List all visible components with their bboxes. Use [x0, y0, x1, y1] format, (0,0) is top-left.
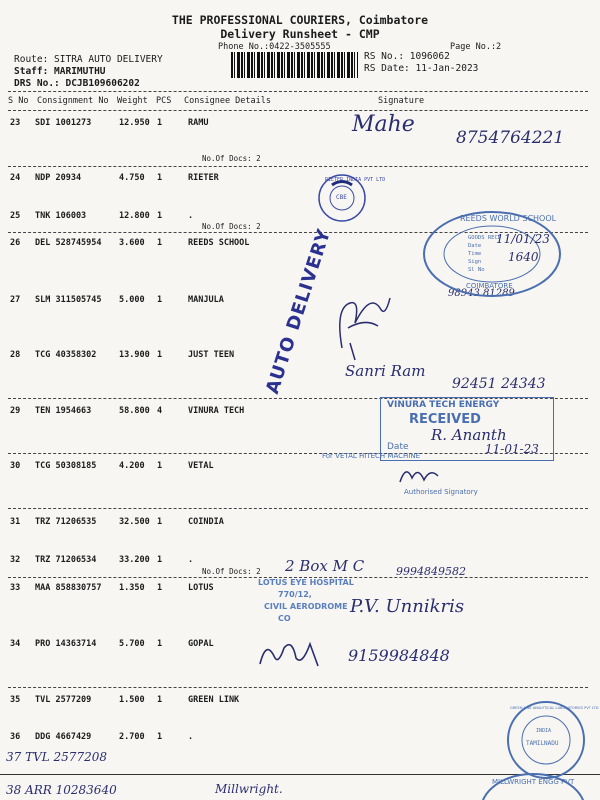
rows-9-sno: 32: [10, 555, 21, 565]
barcode: [231, 52, 358, 78]
rows-11-cons: PRO 14363714: [35, 639, 97, 649]
page-number: Page No.:2: [450, 42, 502, 52]
phone-ramu: 8754764221: [456, 128, 565, 148]
stamps-reeds_time: Time: [468, 251, 482, 257]
stamps-reeds_bottom: COIMBATORE: [466, 282, 513, 290]
rs-date: RS Date: 11-Jan-2023: [364, 63, 479, 74]
rows-2-wt: 12.800: [119, 211, 150, 221]
handwriting-r26_time: 1640: [508, 250, 539, 264]
greenline-stamp: [506, 700, 599, 780]
rows-4-pcs: 1: [157, 295, 163, 305]
rows-12-wt: 1.500: [119, 695, 145, 705]
divider: [8, 687, 588, 688]
rows-9-name: .: [188, 555, 194, 565]
rows-13-wt: 2.700: [119, 732, 145, 742]
rows-9-wt: 33.200: [119, 555, 150, 565]
stamps-green_ring: GREEN LINE ANALYTICAL LABORATORIES PVT LTD: [510, 706, 599, 710]
col-signature: Signature: [378, 96, 425, 106]
rows-13-cons: DDG 4667429: [35, 732, 92, 742]
rows-8-name: COINDIA: [188, 517, 224, 527]
rows-10-name: LOTUS: [188, 583, 214, 593]
rows-3-name: REEDS SCHOOL: [188, 238, 250, 248]
table-row: [0, 517, 600, 531]
signature-gopal: [256, 636, 326, 676]
rows-11-name: GOPAL: [188, 639, 214, 649]
rows-6-wt: 58.800: [119, 406, 150, 416]
rows-8-pcs: 1: [157, 517, 163, 527]
millwright-stamp: [478, 770, 588, 800]
rows-0-pcs: 1: [157, 118, 163, 128]
rows-0-sno: 23: [10, 118, 21, 128]
table-header: [0, 96, 600, 110]
rows-10-cons: MAA 858830757: [35, 583, 102, 593]
rows-13-pcs: 1: [157, 732, 163, 742]
rows-2-sno: 25: [10, 211, 21, 221]
stamps-reeds_ring: REEDS WORLD SCHOOL: [460, 214, 557, 223]
stamps-reeds_sign: Sign: [468, 259, 482, 265]
note-millwright: Millwright.: [215, 782, 283, 796]
signature-just-teen: Sanri Ram: [345, 362, 426, 380]
sheet-title: Delivery Runsheet - CMP: [220, 27, 380, 41]
docs-count: No.Of Docs: 2: [202, 567, 261, 576]
stamps-rieter_ring: RIETER INDIA PVT LTD: [325, 177, 386, 183]
rows-0-name: RAMU: [188, 118, 209, 128]
col-pcs: PCS: [156, 96, 172, 106]
rows-8-sno: 31: [10, 517, 21, 527]
rows-2-cons: TNK 106003: [35, 211, 87, 221]
phone-gopal: 9159984848: [348, 646, 450, 665]
rows-4-name: MANJULA: [188, 295, 224, 305]
signature-lotus: P.V. Unnikris: [350, 596, 465, 617]
rows-13-name: .: [188, 732, 194, 742]
rows-1-name: RIETER: [188, 173, 219, 183]
rows-7-wt: 4.200: [119, 461, 145, 471]
rows-8-cons: TRZ 71206535: [35, 517, 97, 527]
rows-13-sno: 36: [10, 732, 21, 742]
col-consignee: Consignee Details: [184, 96, 271, 106]
stamps-lotus_line3: CIVIL AERODROME: [264, 602, 348, 611]
rows-1-cons: NDP 20934: [35, 173, 82, 183]
rows-3-cons: DEL 528745954: [35, 238, 102, 248]
stamps-lotus_line1: LOTUS EYE HOSPITAL: [258, 578, 354, 587]
route: Route: SITRA AUTO DELIVERY: [14, 54, 163, 65]
staff: Staff: MARIMUTHU: [14, 66, 106, 77]
stamps-millwright_stamp: MILLWRIGHT ENGG PVT: [492, 778, 575, 786]
rows-2-pcs: 1: [157, 211, 163, 221]
signature-vetal: [398, 462, 440, 490]
rows-11-wt: 5.700: [119, 639, 145, 649]
table-row: [0, 461, 600, 475]
rows-7-sno: 30: [10, 461, 21, 471]
rows-3-pcs: 1: [157, 238, 163, 248]
rows-5-cons: TCG 40358302: [35, 350, 97, 360]
auto-delivery-stamp: AUTO DELIVERY: [262, 226, 336, 397]
rows-7-pcs: 1: [157, 461, 163, 471]
rows-5-name: JUST TEEN: [188, 350, 235, 360]
divider: [8, 508, 588, 509]
reeds-stamp: [422, 210, 562, 298]
stamps-rieter_center: CBE: [336, 194, 347, 201]
note-38: 38 ARR 10283640: [6, 783, 117, 797]
phone-just-teen: 92451 24343: [452, 376, 546, 392]
rows-6-pcs: 4: [157, 406, 163, 416]
stamps-vinura_date: Date: [387, 442, 409, 452]
rows-10-wt: 1.350: [119, 583, 145, 593]
rows-6-sno: 29: [10, 406, 21, 416]
docs-count: No.Of Docs: 2: [202, 222, 261, 231]
rows-4-wt: 5.000: [119, 295, 145, 305]
rows-9-pcs: 1: [157, 555, 163, 565]
rows-12-sno: 35: [10, 695, 21, 705]
rows-1-sno: 24: [10, 173, 21, 183]
col-consignment: Consignment No: [37, 96, 109, 106]
phone-number: Phone No.:0422-3505555: [218, 42, 331, 52]
stamps-vinura_date_value: 11-01-23: [485, 442, 539, 456]
docs-count: No.Of Docs: 2: [202, 154, 261, 163]
rows-10-sno: 33: [10, 583, 21, 593]
rows-7-name: VETAL: [188, 461, 214, 471]
rows-12-pcs: 1: [157, 695, 163, 705]
rows-4-sno: 27: [10, 295, 21, 305]
rows-7-cons: TCG 50308185: [35, 461, 97, 471]
stamps-vinura_received: RECEIVED: [409, 412, 481, 427]
phone-coindia: 9994849582: [396, 565, 466, 578]
rows-11-pcs: 1: [157, 639, 163, 649]
rows-8-wt: 32.500: [119, 517, 150, 527]
vetal-stamp: For VETAL HITECH MACHINE: [322, 452, 421, 460]
rows-10-pcs: 1: [157, 583, 163, 593]
note-2-box: 2 Box M C: [285, 557, 365, 575]
vetal-signatory: Authorised Signatory: [404, 488, 478, 496]
rows-0-wt: 12.950: [119, 118, 150, 128]
signature-manjula: [330, 288, 400, 367]
rows-4-cons: SLM 311505745: [35, 295, 102, 305]
company-name: THE PROFESSIONAL COURIERS, Coimbatore: [171, 13, 429, 27]
stamps-vinura_title: VINURA TECH ENERGY: [387, 400, 500, 410]
rows-6-cons: TEN 1954663: [35, 406, 92, 416]
lotus-stamp: [258, 578, 354, 632]
rows-1-pcs: 1: [157, 173, 163, 183]
rieter-stamp: [317, 173, 386, 223]
rows-5-sno: 28: [10, 350, 21, 360]
col-weight: Weight: [117, 96, 148, 106]
stamps-reeds_sl: Sl No: [468, 267, 485, 273]
stamps-reeds_goods: GOODS RECD: [468, 235, 502, 241]
stamps-green_mid: INDIA: [536, 728, 552, 734]
divider: [8, 91, 588, 92]
rows-6-name: VINURA TECH: [188, 406, 245, 416]
divider: [8, 166, 588, 167]
rs-number: RS No.: 1096062: [364, 51, 450, 62]
rows-12-name: GREEN LINK: [188, 695, 240, 705]
rows-0-cons: SDI 1001273: [35, 118, 92, 128]
rows-2-name: .: [188, 211, 194, 221]
col-sno: S No: [8, 96, 29, 106]
rows-11-sno: 34: [10, 639, 21, 649]
rows-12-cons: TVL 2577209: [35, 695, 92, 705]
phone-manjula: 98943 81289: [448, 288, 515, 299]
stamps-lotus_line4: CO: [278, 614, 291, 623]
rows-5-pcs: 1: [157, 350, 163, 360]
handwriting-r29_sig: R. Ananth: [431, 426, 507, 444]
table-row: [0, 173, 600, 187]
drs-number: DRS No.: DCJB109606202: [14, 78, 140, 89]
rows-3-wt: 3.600: [119, 238, 145, 248]
stamps-reeds_date: Date: [468, 243, 482, 249]
note-37: 37 TVL 2577208: [6, 750, 107, 764]
rows-9-cons: TRZ 71206534: [35, 555, 97, 565]
handwriting-r26_date: 11/01/23: [496, 232, 550, 246]
rows-3-sno: 26: [10, 238, 21, 248]
stamps-lotus_line2: 770/12,: [278, 590, 312, 599]
table-row: [0, 350, 600, 364]
rows-5-wt: 13.900: [119, 350, 150, 360]
signature-ramu: Mahe: [352, 112, 415, 137]
stamps-green_center: TAMILNADU: [526, 740, 559, 747]
rows-1-wt: 4.750: [119, 173, 145, 183]
divider: [8, 110, 588, 111]
